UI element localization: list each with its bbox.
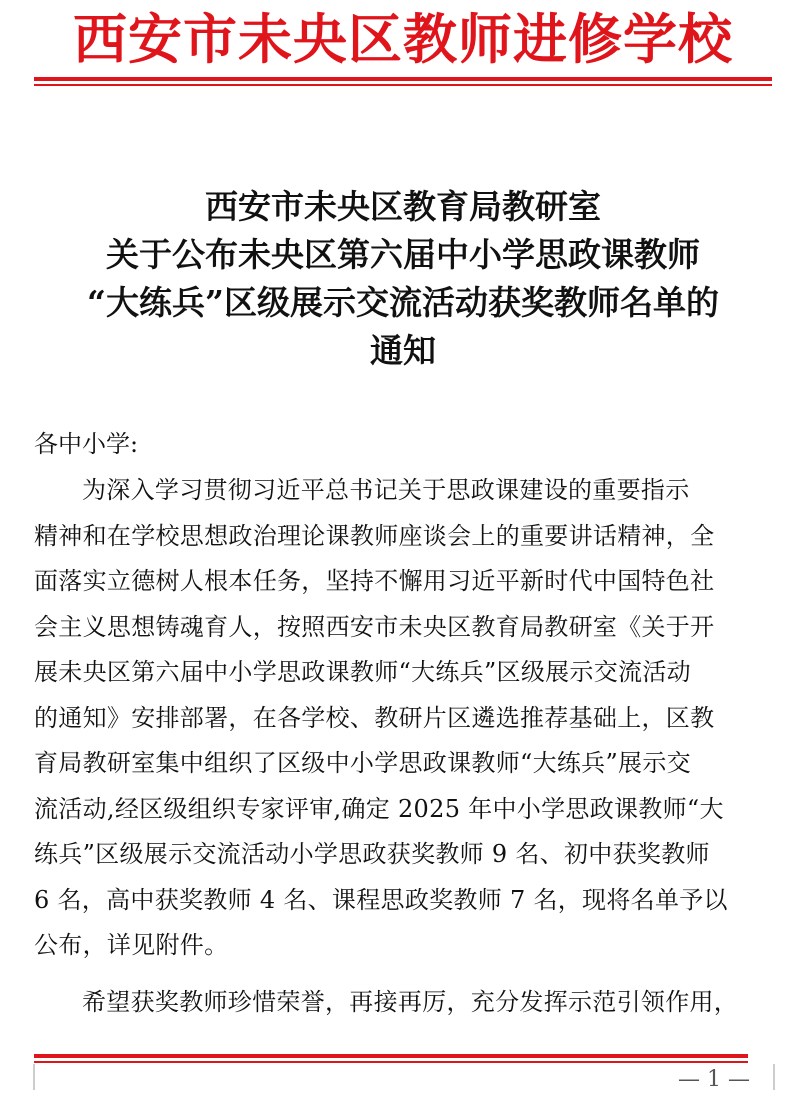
title-line-1: 西安市未央区教育局教研室 xyxy=(205,187,601,226)
masthead-title: 西安市未央区教师进修学校 xyxy=(73,7,733,71)
paragraph-line: 育局教研室集中组织了区级中小学思政课教师“大练兵”展示交 xyxy=(34,749,691,777)
body-paragraph-1 xyxy=(34,468,774,969)
paragraph-line: 精神和在学校思想政治理论课教师座谈会上的重要讲话精神，全 xyxy=(34,521,715,550)
paragraph-line: 6 名，高中获奖教师 4 名、课程思政奖教师 7 名，现将名单予以 xyxy=(34,885,728,914)
paragraph-line: 会主义思想铸魂育人，按照西安市未央区教育局教研室《关于开 xyxy=(34,612,715,641)
corner-crop-mark-right xyxy=(770,1064,780,1094)
title-line-4: 通知 xyxy=(370,331,436,370)
corner-crop-mark-left xyxy=(30,1064,40,1094)
paragraph-line: 面落实立德树人根本任务，坚持不懈用习近平新时代中国特色社 xyxy=(34,567,715,595)
document-title xyxy=(20,183,786,375)
paragraph-line: 流活动,经区级组织专家评审,确定 2025 年中小学思政课教师“大 xyxy=(34,794,724,823)
paragraph-line: 为深入学习贯彻习近平总书记关于思政课建设的重要指示 xyxy=(82,476,690,504)
page-number: — 1 — xyxy=(678,1067,750,1092)
masthead-rule-thin xyxy=(34,84,772,86)
body-paragraph-2 xyxy=(34,980,774,1026)
title-line-2: 关于公布未央区第六届中小学思政课教师 xyxy=(106,235,700,274)
paragraph-line: 公布，详见附件。 xyxy=(34,931,229,959)
footer-rule-thin xyxy=(34,1061,748,1063)
masthead-rule-thick xyxy=(34,77,772,81)
salutation: 各中小学: xyxy=(34,430,139,458)
paragraph-line: 展未央区第六届中小学思政课教师“大练兵”区级展示交流活动 xyxy=(34,658,691,686)
paragraph-line: 的通知》安排部署，在各学校、教研片区遴选推荐基础上，区教 xyxy=(34,703,715,732)
footer-rule-thick xyxy=(34,1054,748,1058)
paragraph-line: 练兵”区级展示交流活动小学思政获奖教师 9 名、初中获奖教师 xyxy=(34,840,710,868)
title-line-3: “大练兵”区级展示交流活动获奖教师名单的 xyxy=(87,283,719,322)
paragraph-line: 希望获奖教师珍惜荣誉，再接再厉，充分发挥示范引领作用， xyxy=(82,988,739,1016)
